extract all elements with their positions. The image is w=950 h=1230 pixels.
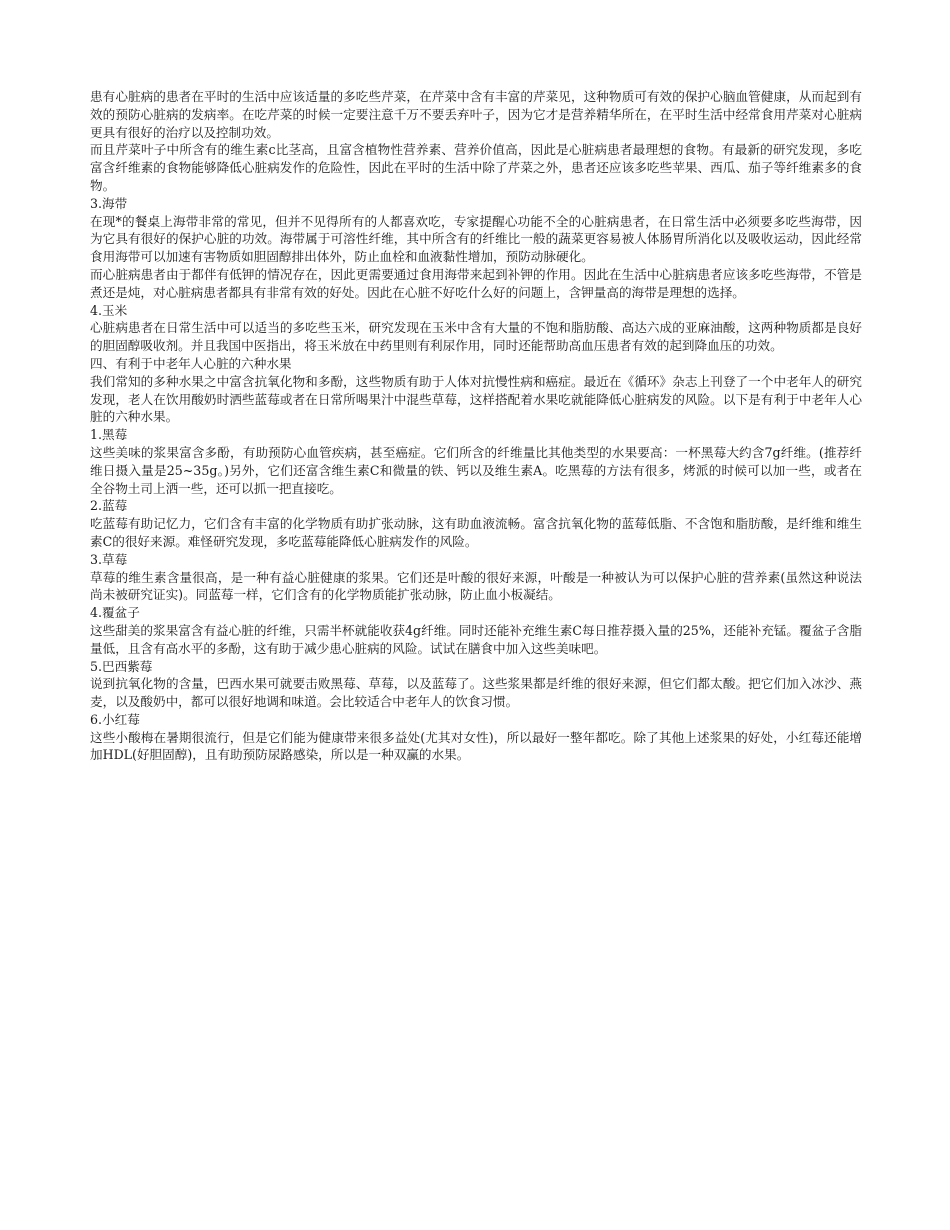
paragraph-strawberry: 草莓的维生素含量很高，是一种有益心脏健康的浆果。它们还是叶酸的很好来源，叶酸是一种被认为可以保护心脏的营养素(虽然这种说法尚未被研究证实)。同蓝莓一样，它们含有的化学物质能扩张动脉，防止血小板凝结。 <box>90 569 862 603</box>
heading-strawberry: 3.草莓 <box>90 551 128 567</box>
paragraph-six-fruits-intro: 我们常知的多种水果之中富含抗氧化物和多酚，这些物质有助于人体对抗慢性病和癌症。最近在《循环》杂志上刊登了一个中老年人的研究发现，老人在饮用酸奶时洒些蓝莓或者在日常所喝果汁中混些草莓，这样搭配着水果吃就能降低心脏病发的风险。以下是有利于中老年人心脏的六种水果。 <box>90 373 862 425</box>
heading-cranberry: 6.小红莓 <box>90 711 140 727</box>
paragraph-blackberry: 这些美味的浆果富含多酚，有助预防心血管疾病，甚至癌症。它们所含的纤维量比其他类型的水果要高：一杯黑莓大约含7g纤维。(推荐纤维日摄入量是25~35g。)另外，它们还富含维生素C和微量的铁、钙以及维生素A。吃黑莓的方法有很多，烤派的时候可以加一些，或者在全谷物土司上洒一些，还可以抓一把直接吃。 <box>90 444 862 496</box>
document-body <box>90 88 862 764</box>
paragraph-seaweed-potassium: 而心脏病患者由于都伴有低钾的情况存在，因此更需要通过食用海带来起到补钾的作用。因此在生活中心脏病患者应该多吃些海带，不管是煮还是炖，对心脏病患者都具有非常有效的好处。因此在心脏不好吃什么好的问题上，含钾量高的海带是理想的选择。 <box>90 266 862 300</box>
heading-seaweed: 3.海带 <box>90 195 128 211</box>
paragraph-raspberry: 这些甜美的浆果富含有益心脏的纤维，只需半杯就能收获4g纤维。同时还能补充维生素C每日推荐摄入量的25%，还能补充锰。覆盆子含脂量低，且含有高水平的多酚，这有助于减少患心脏病的风险。试试在膳食中加入这些美味吧。 <box>90 622 862 656</box>
paragraph-blueberry: 吃蓝莓有助记忆力，它们含有丰富的化学物质有助扩张动脉，这有助血液流畅。富含抗氧化物的蓝莓低脂、不含饱和脂肪酸，是纤维和维生素C的很好来源。难怪研究发现，多吃蓝莓能降低心脏病发作的风险。 <box>90 516 862 549</box>
heading-corn: 4.玉米 <box>90 302 128 318</box>
heading-acai: 5.巴西紫莓 <box>90 658 153 674</box>
heading-blackberry: 1.黑莓 <box>90 427 128 443</box>
heading-raspberry: 4.覆盆子 <box>90 605 140 621</box>
paragraph-celery-leaves: 而且芹菜叶子中所含有的维生素c比茎高，且富含植物性营养素、营养价值高，因此是心脏病患者最理想的食物。有最新的研究发现，多吃富含纤维素的食物能够降低心脏病发作的危险性，因此在平时的生活中除了芹菜之外，患者还应该多吃些苹果、西瓜、茄子等纤维素多的食物。 <box>90 142 862 193</box>
heading-blueberry: 2.蓝莓 <box>90 498 128 514</box>
paragraph-acai: 说到抗氧化物的含量，巴西水果可就要击败黑莓、草莓，以及蓝莓了。这些浆果都是纤维的很好来源，但它们都太酸。把它们加入冰沙、燕麦，以及酸奶中，都可以很好地调和味道。会比较适合中老年人的饮食习惯。 <box>90 676 862 710</box>
paragraph-corn: 心脏病患者在日常生活中可以适当的多吃些玉米，研究发现在玉米中含有大量的不饱和脂肪酸、高达六成的亚麻油酸，这两种物质都是良好的胆固醇吸收剂。并且我国中医指出，将玉米放在中药里则有利尿作用，同时还能帮助高血压患者有效的起到降血压的功效。 <box>90 320 862 354</box>
paragraph-celery-benefits: 患有心脏病的患者在平时的生活中应该适量的多吃些芹菜，在芹菜中含有丰富的芹菜见，这种物质可有效的保护心脑血管健康，从而起到有效的预防心脏病的发病率。在吃芹菜的时候一定要注意千万不要丢弃叶子，因为它才是营养精华所在，在平时生活中经常食用芹菜对心脏病更具有很好的治疗以及控制功效。 <box>90 89 862 140</box>
heading-six-fruits: 四、有利于中老年人心脏的六种水果 <box>90 355 292 371</box>
paragraph-seaweed-fiber: 在现*的餐桌上海带非常的常见，但并不见得所有的人都喜欢吃，专家提醒心功能不全的心脏病患者，在日常生活中必须要多吃些海带，因为它具有很好的保护心脏的功效。海带属于可溶性纤维，其中所含有的纤维比一般的蔬菜更容易被人体肠胃所消化以及吸收运动，因此经常食用海带可以加速有害物质如胆固醇排出体外，防止血栓和血液黏性增加，预防动脉硬化。 <box>90 213 862 265</box>
paragraph-cranberry: 这些小酸梅在暑期很流行，但是它们能为健康带来很多益处(尤其对女性)，所以最好一整年都吃。除了其他上述浆果的好处，小红莓还能增加HDL(好胆固醇)，且有助预防尿路感染，所以是一种双赢的水果。 <box>90 729 862 763</box>
